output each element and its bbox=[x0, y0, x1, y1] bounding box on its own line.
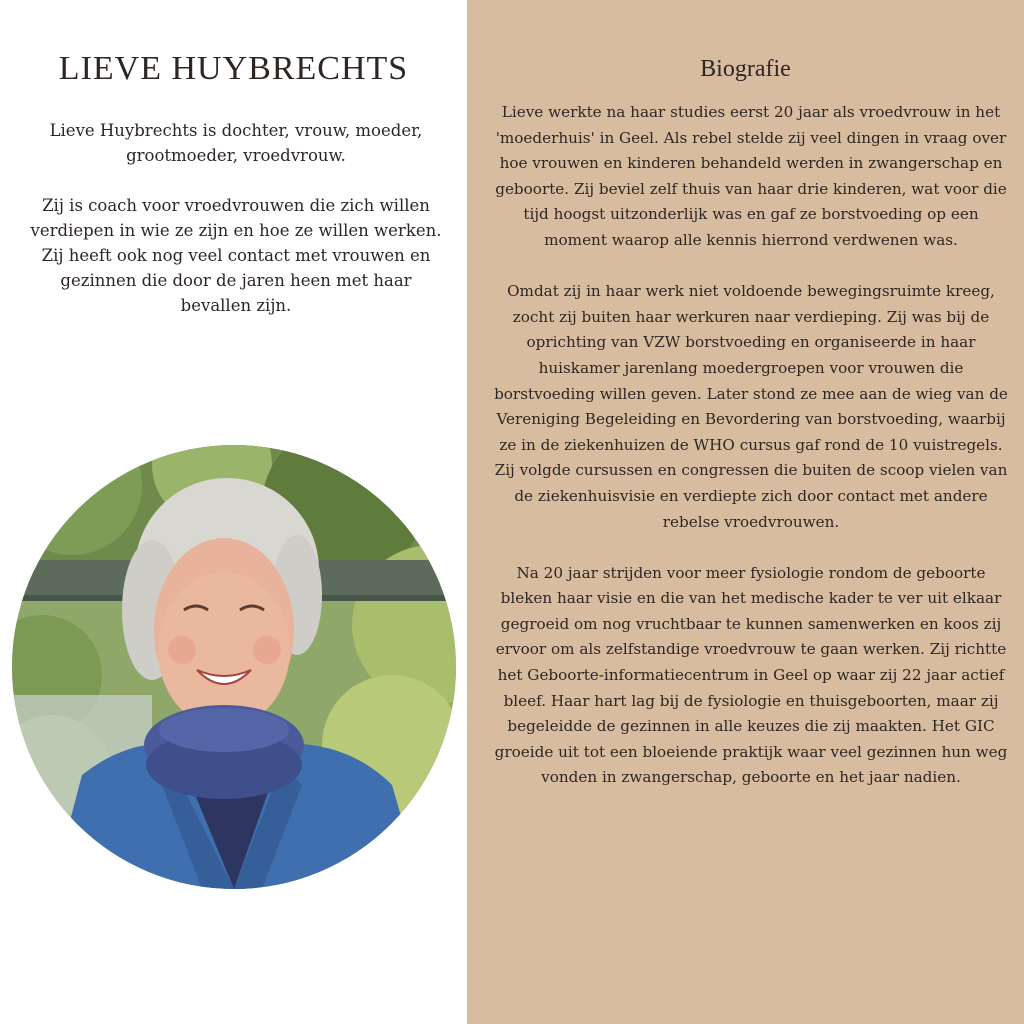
portrait-illustration bbox=[12, 445, 456, 889]
biography-paragraph: Lieve werkte na haar studies eerst 20 jaar als vroedvrouw in het 'moederhuis' in Geel. Als rebel stelde zij veel dingen in vraag over hoe vrouwen en kinderen behandeld werden in zwangerschap en geboorte. Zij beviel zelf thuis van haar drie kinderen, wat voor die tijd hoogst uitzonderlijk was en gaf ze borstvoeding op een moment waarop alle kennis hierrond verdwenen was. bbox=[495, 103, 1007, 249]
biography-paragraph: Omdat zij in haar werk niet voldoende bewegingsruimte kreeg, zocht zij buiten haar werkuren naar verdieping. Zij was bij de oprichting van VZW borstvoeding en organiseerde in haar huiskamer jarenlang moedergroepen voor vrouwen die borstvoeding willen geven. Later stond ze mee aan de wieg van de Vereniging Begeleiding en Bevordering van borstvoeding, waarbij ze in de ziekenhuizen de WHO cursus gaf rond de 10 vuistregels. Zij volgde cursussen en congressen die buiten de scoop vielen van de ziekenhuisvisie en verdiepte zich door contact met andere rebelse vroedvrouwen. bbox=[494, 282, 1008, 531]
portrait-photo bbox=[12, 445, 456, 889]
intro-text bbox=[28, 118, 444, 343]
intro-paragraph: Zij is coach voor vroedvrouwen die zich willen verdiepen in wie ze zijn en hoe ze willen werken. Zij heeft ook nog veel contact met vrouwen en gezinnen die door de jaren heen met haar bevallen zijn. bbox=[30, 196, 442, 315]
biography-text bbox=[492, 100, 1010, 817]
intro-paragraph: Lieve Huybrechts is dochter, vrouw, moeder, grootmoeder, vroedvrouw. bbox=[49, 121, 423, 165]
page-title: LIEVE HUYBRECHTS bbox=[58, 50, 409, 87]
biography-heading: Biografie bbox=[700, 56, 791, 82]
biography-paragraph: Na 20 jaar strijden voor meer fysiologie rondom de geboorte bleken haar visie en die van het medische kader te ver uit elkaar gegroeid om nog vruchtbaar te kunnen samenwerken en koos zij ervoor om als zelfstandige vroedvrouw te gaan werken. Zij richtte het Geboorte-informatiecentrum in Geel op waar zij 22 jaar actief bleef. Haar hart lag bij de fysiologie en thuisgeboorten, maar zij begeleidde de gezinnen in alle keuzes die zij maakten. Het GIC groeide uit tot een bloeiende praktijk waar veel gezinnen hun weg vonden in zwangerschap, geboorte en het jaar nadien. bbox=[494, 563, 1008, 787]
